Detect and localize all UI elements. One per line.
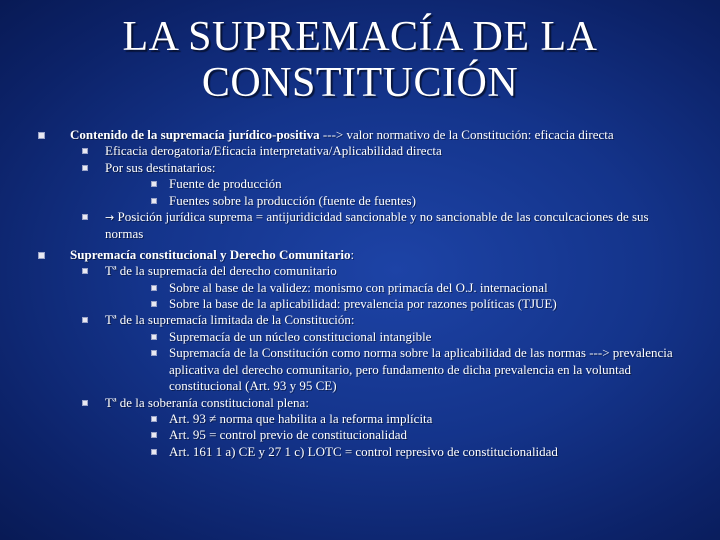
sub-list-item xyxy=(105,193,678,209)
bullet-list xyxy=(38,127,678,460)
list-item-text: Tª de la supremacía del derecho comunitario xyxy=(105,263,337,279)
square-bullet-icon xyxy=(82,400,88,406)
title-line-2: CONSTITUCIÓN xyxy=(201,60,519,106)
square-bullet-icon xyxy=(82,148,88,154)
sub-list-item-text: Art. 95 = control previo de constitucionalidad xyxy=(169,427,408,443)
list-item xyxy=(70,209,678,243)
sub-list-item-text: Fuentes sobre la producción (fuente de fuentes) xyxy=(169,192,416,208)
sub-list-item-text: Art. 161 1 a) CE y 27 1 c) LOTC = control represivo de constitucionalidad xyxy=(169,443,558,459)
square-bullet-icon xyxy=(151,181,157,187)
list-item xyxy=(70,263,678,312)
section-heading: Supremacía constitucional y Derecho Comunitario xyxy=(70,246,351,262)
sub-list-item xyxy=(105,444,678,460)
square-bullet-icon xyxy=(151,350,157,356)
sub-list-item xyxy=(105,411,678,427)
list-item-text: Por sus destinatarios: xyxy=(105,159,216,175)
sub-list-item xyxy=(105,296,678,312)
square-bullet-icon xyxy=(82,214,88,220)
list-item xyxy=(70,395,678,461)
list-item xyxy=(70,143,678,159)
sub-list-item xyxy=(105,427,678,443)
list-item-text: Eficacia derogatoria/Eficacia interpretativa/Aplicabilidad directa xyxy=(105,143,442,159)
square-bullet-icon xyxy=(82,268,88,274)
square-bullet-icon xyxy=(82,165,88,171)
list-item-text: Posición jurídica suprema = antijuridicidad sancionable y no sancionable de las conculcaciones de sus normas xyxy=(105,209,649,242)
square-bullet-icon xyxy=(151,449,157,455)
square-bullet-icon xyxy=(151,285,157,291)
square-bullet-icon xyxy=(151,416,157,422)
title-line-1: LA SUPREMACÍA DE LA xyxy=(122,14,598,60)
sub-list-item xyxy=(105,345,678,394)
square-bullet-icon xyxy=(151,432,157,438)
sub-list-item-text: Supremacía de un núcleo constitucional intangible xyxy=(169,328,432,344)
square-bullet-icon xyxy=(151,301,157,307)
list-item xyxy=(70,312,678,394)
list-item xyxy=(70,160,678,209)
sub-list-item-text: Sobre al base de la validez: monismo con primacía del O.J. internacional xyxy=(169,279,548,295)
slide-content xyxy=(38,127,678,460)
right-arrow-icon: → xyxy=(105,211,115,225)
square-bullet-icon xyxy=(38,252,45,259)
square-bullet-icon xyxy=(82,317,88,323)
section-contenido xyxy=(38,127,678,243)
sub-list-item-text: Sobre la base de la aplicabilidad: prevalencia por razones políticas (TJUE) xyxy=(169,296,557,312)
sub-list-item-text: Art. 93 ≠ norma que habilita a la reforma implícita xyxy=(169,410,433,426)
square-bullet-icon xyxy=(151,334,157,340)
sub-list-item-text: Supremacía de la Constitución como norma sobre la aplicabilidad de las normas ---> prevalencia aplicativa del derecho comunitario, pero fundamento de dicha prevalencia en la voluntad constitucional (Art. 93 y 95 CE) xyxy=(169,345,673,394)
section-derecho-comunitario xyxy=(38,247,678,460)
section-heading-rest: : xyxy=(350,246,355,262)
list-item-text: Tª de la soberanía constitucional plena: xyxy=(105,394,309,410)
sub-list-item-text: Fuente de producción xyxy=(169,176,282,192)
sub-list-item xyxy=(105,329,678,345)
list-item-text: Tª de la supremacía limitada de la Constitución: xyxy=(105,312,355,328)
slide-title xyxy=(60,14,660,106)
sub-list-item xyxy=(105,280,678,296)
square-bullet-icon xyxy=(151,198,157,204)
sub-list-item xyxy=(105,176,678,192)
square-bullet-icon xyxy=(38,132,45,139)
section-heading-rest: ---> valor normativo de la Constitución: eficacia directa xyxy=(319,127,614,142)
section-heading: Contenido de la supremacía jurídico-positiva xyxy=(70,127,320,142)
